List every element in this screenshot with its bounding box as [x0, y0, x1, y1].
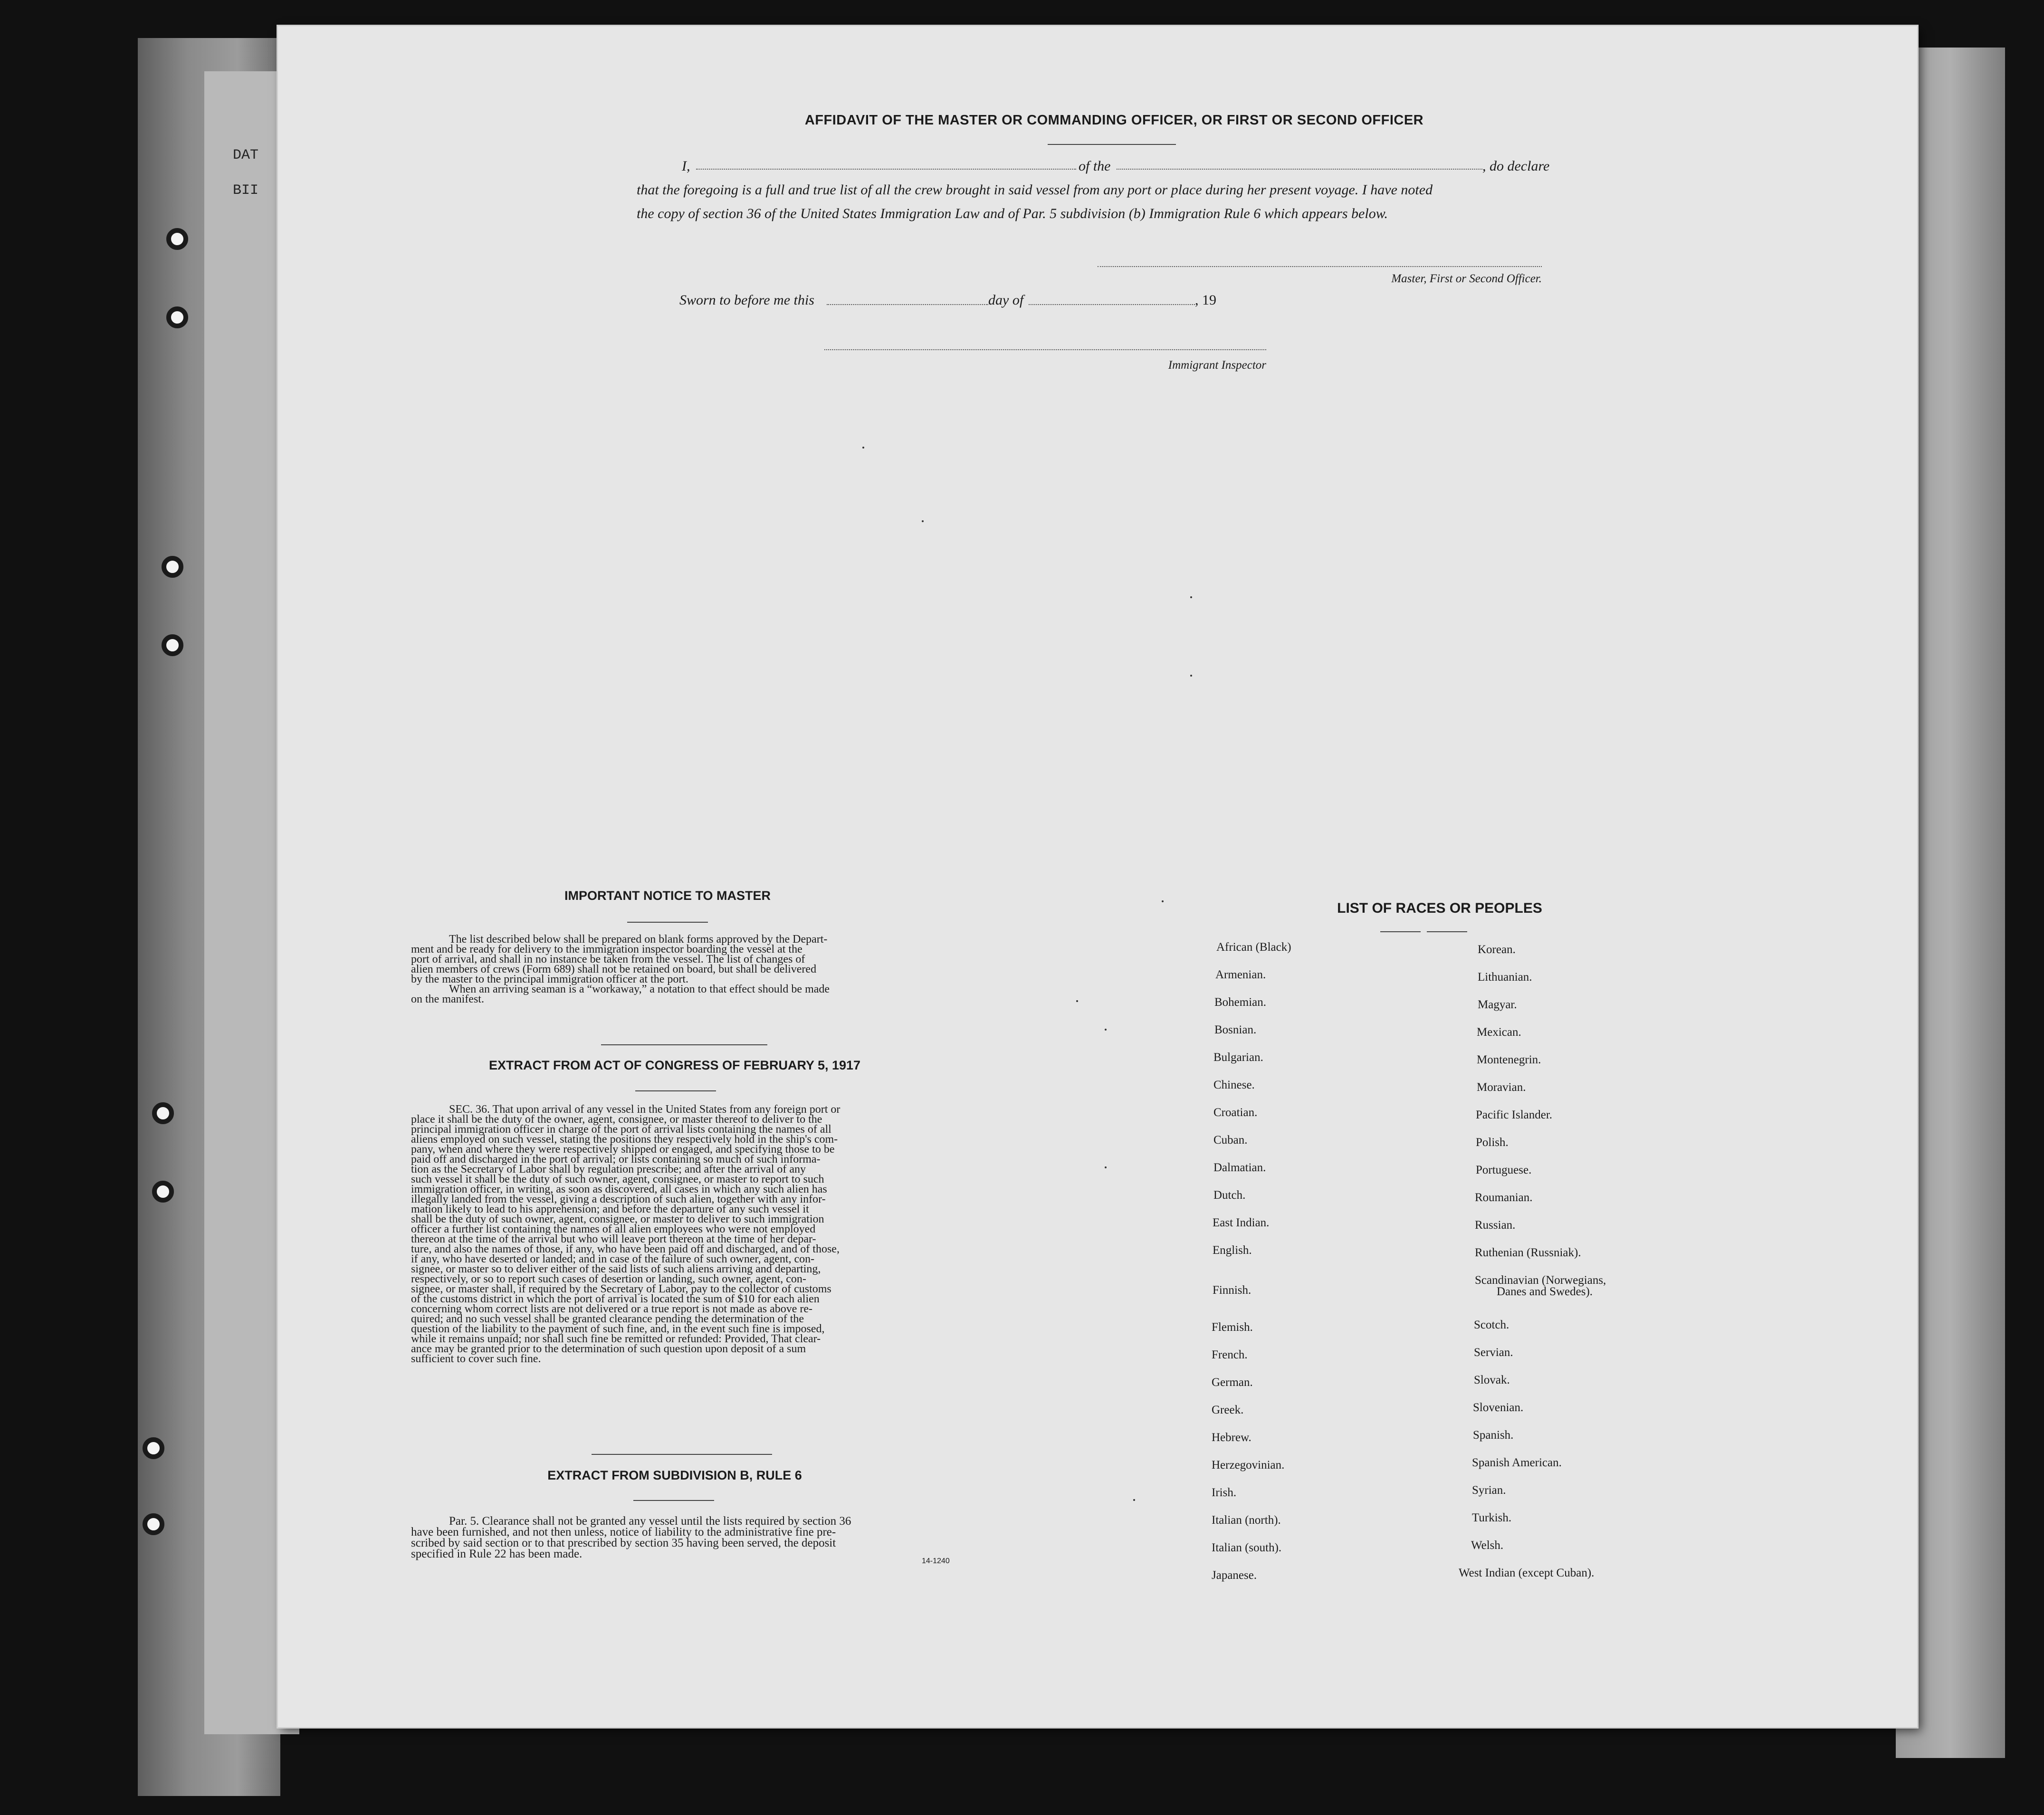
race-item: Spanish. [1473, 1429, 1514, 1442]
rule-line: scribed by said section or to that prescribed by section 35 having been served, the deposit [411, 1537, 836, 1549]
sworn-day-field-line[interactable] [827, 304, 988, 305]
races-title-underline [1427, 931, 1467, 932]
race-item: Italian (north). [1212, 1514, 1281, 1527]
rule-line: Par. 5. Clearance shall not be granted any vessel until the lists required by section 36 [449, 1515, 851, 1528]
section-divider [601, 1044, 767, 1045]
declaration-line-1: that the foregoing is a full and true list of all the crew brought in said vessel from any port or place during her present voyage. I have noted [637, 182, 1433, 198]
rule-extract-title: EXTRACT FROM SUBDIVISION B, RULE 6 [547, 1468, 802, 1482]
act-line: question of the liability to the payment of such fine, and, in the event such fine is imposed, [411, 1323, 825, 1335]
act-line: signee, or master so to deliver either of the said lists of such aliens arriving and departing, [411, 1263, 821, 1275]
race-item: Magyar. [1478, 998, 1517, 1011]
form-number: 14-1240 [922, 1557, 950, 1565]
sworn-label: Sworn to before me this [679, 292, 814, 308]
act-line: signee, or master shall, if required by the Secretary of Labor, pay to the collector of customs [411, 1283, 831, 1295]
race-item: Spanish American. [1472, 1456, 1562, 1469]
race-item: Greek. [1212, 1404, 1244, 1416]
race-item: Pacific Islander. [1476, 1108, 1553, 1121]
act-line: SEC. 36. That upon arrival of any vessel in the United States from any foreign port or [449, 1103, 841, 1116]
affidavit-i-label: I, [682, 158, 690, 174]
notice-title: IMPORTANT NOTICE TO MASTER [564, 888, 771, 903]
race-item: Dutch. [1213, 1189, 1246, 1202]
races-left-column [1212, 941, 1402, 1606]
act-line: of the customs district in which the port of arrival is located the sum of $10 for each alien [411, 1293, 820, 1305]
officer-signature-line[interactable] [1098, 266, 1542, 267]
race-item: Montenegrin. [1477, 1053, 1541, 1066]
margin-tab-line2: BII [233, 182, 259, 199]
scan-speck [1076, 1000, 1078, 1002]
race-item: Mexican. [1477, 1026, 1521, 1039]
notice-title-underline [627, 922, 708, 923]
title-underline [1048, 144, 1176, 145]
notice-body [411, 935, 965, 1004]
binder-hole-icon [152, 1181, 174, 1203]
notice-line: When an arriving seaman is a “workaway,” a notation to that effect should be made [449, 983, 830, 995]
act-line: while it remains unpaid; nor shall such fine be remitted or refunded: Provided, That clear- [411, 1333, 821, 1345]
binder-hole-icon [166, 228, 188, 250]
scan-speck [1105, 1166, 1107, 1168]
races-right-column [1459, 943, 1744, 1608]
race-item: Welsh. [1471, 1539, 1504, 1552]
affidavit-title: AFFIDAVIT OF THE MASTER OR COMMANDING OFFICER, OR FIRST OR SECOND OFFICER [804, 113, 1424, 128]
race-item: French. [1212, 1348, 1248, 1361]
race-item: Danes and Swedes). [1497, 1285, 1593, 1298]
scan-speck [1190, 675, 1192, 677]
race-item: Chinese. [1213, 1079, 1255, 1091]
act-line: immigration officer, in writing, as soon as discovered, all cases in which any such alien has [411, 1183, 827, 1195]
race-item: West Indian (except Cuban). [1459, 1567, 1595, 1579]
race-item: Roumanian. [1475, 1191, 1533, 1204]
race-item: Cuban. [1213, 1134, 1248, 1146]
document-page [278, 26, 1917, 1727]
act-line: if any, who have deserted or landed; and in case of the failure of such owner, agent, con- [411, 1253, 815, 1265]
race-item: Flemish. [1212, 1321, 1253, 1334]
binder-hole-icon [143, 1513, 164, 1535]
race-item: Korean. [1478, 943, 1516, 956]
race-item: Bohemian. [1214, 996, 1267, 1009]
act-line: tion as the Secretary of Labor shall by regulation prescribe; and after the arrival of any [411, 1163, 806, 1175]
name-field-line[interactable] [696, 169, 1076, 170]
race-item: Hebrew. [1212, 1431, 1251, 1444]
race-item: Croatian. [1213, 1106, 1258, 1119]
race-item: Scandinavian (Norwegians, [1475, 1274, 1606, 1287]
scan-speck [922, 520, 924, 522]
binder-hole-icon [143, 1437, 164, 1459]
race-item: Moravian. [1477, 1081, 1526, 1094]
race-item: Servian. [1474, 1346, 1513, 1359]
act-line: ance may be granted prior to the determination of such question upon deposit of a sum [411, 1343, 806, 1355]
officer-signature-label: Master, First or Second Officer. [1391, 272, 1542, 285]
race-item: Syrian. [1472, 1484, 1506, 1497]
affidavit-of-the-label: of the [1079, 158, 1111, 174]
race-item: Ruthenian (Russniak). [1475, 1246, 1581, 1259]
act-line: pany, when and where they were respectively shipped or engaged, and specifying those to be [411, 1143, 835, 1156]
race-item: Polish. [1476, 1136, 1509, 1149]
race-item: Italian (south). [1212, 1541, 1282, 1554]
race-item: Turkish. [1472, 1511, 1512, 1524]
race-item: Herzegovinian. [1212, 1459, 1285, 1471]
race-item: Slovenian. [1473, 1401, 1524, 1414]
act-line: sufficient to cover such fine. [411, 1353, 541, 1365]
rule-title-underline [633, 1500, 714, 1501]
declaration-line-2: the copy of section 36 of the United States Immigration Law and of Par. 5 subdivision (b) Immigration Rule 6 which appears below. [637, 206, 1388, 221]
inspector-label: Immigrant Inspector [1168, 359, 1266, 372]
race-item: Armenian. [1215, 968, 1266, 981]
act-line: illegally landed from the vessel, giving a description of such alien, together with any infor- [411, 1193, 826, 1205]
act-extract-title: EXTRACT FROM ACT OF CONGRESS OF FEBRUARY 5, 1917 [488, 1058, 861, 1072]
margin-tab-line1: DAT [233, 147, 259, 163]
race-item: Japanese. [1212, 1569, 1257, 1582]
race-item: Dalmatian. [1213, 1161, 1266, 1174]
act-title-underline [635, 1090, 716, 1091]
rule-line: specified in Rule 22 has been made. [411, 1548, 583, 1560]
act-line: concerning whom correct lists are not delivered or a true report is not made as above re- [411, 1303, 813, 1315]
scan-speck [1162, 900, 1164, 902]
act-line: aliens employed on such vessel, stating the positions they respectively hold in the ship's com- [411, 1133, 838, 1146]
notice-line: port of arrival, and shall in no instance be taken from the vessel. The list of changes of [411, 953, 805, 965]
act-line: place it shall be the duty of the owner, agent, consignee, or master thereof to deliver to the [411, 1113, 822, 1126]
affidavit-declare-label: , do declare [1482, 158, 1550, 174]
race-item: East Indian. [1213, 1216, 1270, 1229]
act-line: respectively, or so to report such cases of desertion or landing, such owner, agent, con- [411, 1273, 806, 1285]
races-title: LIST OF RACES OR PEOPLES [1337, 900, 1542, 916]
race-item: Portuguese. [1476, 1164, 1532, 1176]
vessel-field-line[interactable] [1117, 169, 1482, 170]
race-item: Irish. [1212, 1486, 1237, 1499]
act-line: such vessel it shall be the duty of such owner, agent, consignee, or master to report to such [411, 1173, 824, 1185]
act-extract-body [411, 1105, 965, 1364]
notice-line: ment and be ready for delivery to the immigration inspector boarding the vessel at the [411, 943, 802, 955]
inspector-signature-line[interactable] [824, 349, 1266, 350]
races-title-underline [1380, 931, 1421, 932]
race-item: Bulgarian. [1213, 1051, 1263, 1064]
race-item: African (Black) [1216, 941, 1291, 954]
notice-line: by the master to the principal immigration officer at the port. [411, 973, 689, 985]
scan-speck [1190, 596, 1192, 598]
race-item: Slovak. [1474, 1374, 1510, 1386]
binder-hole-icon [152, 1102, 174, 1124]
section-divider [592, 1454, 772, 1455]
race-item: German. [1212, 1376, 1253, 1389]
scan-speck [862, 447, 864, 449]
act-line: principal immigration officer in charge of the port of arrival lists containing the names of all [411, 1123, 831, 1136]
rule-extract-body [411, 1516, 965, 1559]
sworn-month-field-line[interactable] [1029, 304, 1195, 305]
day-of-label: day of [988, 292, 1024, 308]
notice-line: alien members of crews (Form 689) shall not be retained on board, but shall be delivered [411, 963, 817, 975]
binder-hole-icon [166, 306, 188, 328]
act-line: mation likely to lead to his apprehension; and before the departure of any such vessel it [411, 1203, 809, 1215]
notice-line: on the manifest. [411, 993, 484, 1005]
act-line: ture, and also the names of those, if any, who have been paid off and discharged, and of those, [411, 1243, 840, 1255]
rule-line: have been furnished, and not then unless, notice of liability to the administrative fine pre- [411, 1526, 836, 1538]
act-line: quired; and no such vessel shall be granted clearance pending the determination of the [411, 1313, 804, 1325]
act-line: shall be the duty of such owner, agent, consignee, or master to deliver to such immigration [411, 1213, 824, 1225]
race-item: Finnish. [1213, 1284, 1251, 1297]
scan-speck [1133, 1499, 1135, 1501]
act-line: thereon at the time of the arrival but who will leave port thereon at the time of her depar- [411, 1233, 816, 1245]
race-item: English. [1213, 1244, 1252, 1257]
act-line: officer a further list containing the names of all alien employees who were not employed [411, 1223, 816, 1235]
binder-hole-icon [162, 634, 183, 656]
race-item: Bosnian. [1214, 1023, 1257, 1036]
binder-hole-icon [162, 556, 183, 578]
notice-line: The list described below shall be prepared on blank forms approved by the Depart- [449, 933, 828, 946]
race-item: Scotch. [1474, 1318, 1509, 1331]
race-item: Russian. [1475, 1219, 1516, 1232]
act-line: paid off and discharged in the port of arrival; or lists containing so much of such informa- [411, 1153, 821, 1165]
scan-speck [1105, 1029, 1107, 1031]
race-item: Lithuanian. [1478, 971, 1532, 984]
year-label: , 19 [1195, 292, 1216, 308]
